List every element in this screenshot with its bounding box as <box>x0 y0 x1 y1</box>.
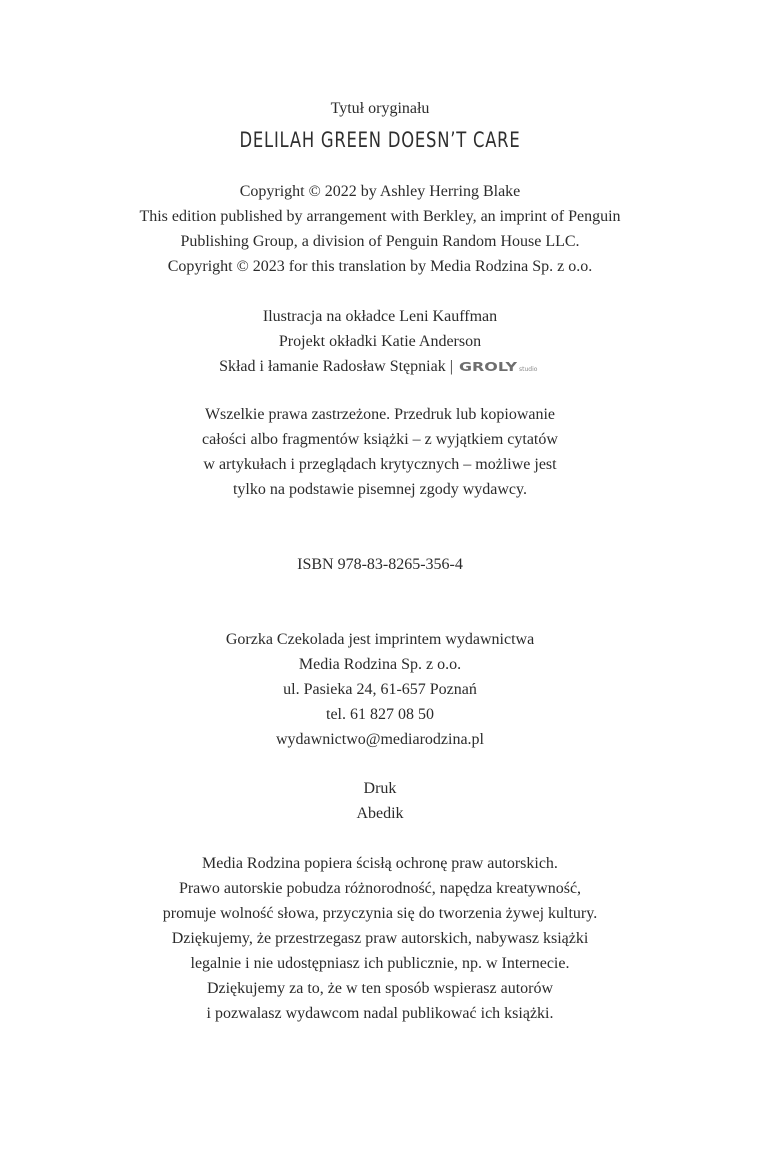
statement-line: Prawo autorskie pobudza różnorodność, napędza kreatywność, <box>178 880 582 897</box>
publisher-line: Media Rodzina Sp. z o.o. <box>298 656 462 673</box>
publisher-line: Gorzka Czekolada jest imprintem wydawnictwa <box>225 631 535 648</box>
statement-line: Media Rodzina popiera ścisłą ochronę praw autorskich. <box>202 855 558 872</box>
statement-line: i pozwalasz wydawcom nadal publikować ich książki. <box>206 1005 554 1022</box>
statement-line: Dziękujemy, że przestrzegasz praw autorskich, nabywasz książki <box>171 930 589 947</box>
rights-line: Wszelkie prawa zastrzeżone. Przedruk lub kopiowanie <box>204 406 556 423</box>
typesetting-credit-text: Skład i łamanie Radosław Stępniak | <box>219 358 453 375</box>
copyright-line: Copyright © 2022 by Ashley Herring Blake <box>239 183 521 200</box>
statement-line: Dziękujemy za to, że w ten sposób wspierasz autorów <box>206 980 554 997</box>
publisher-email: wydawnictwo@mediarodzina.pl <box>275 731 484 748</box>
original-title: DELILAH GREEN DOESN’T CARE <box>239 128 521 152</box>
copyright-line: Copyright © 2023 for this translation by Media Rodzina Sp. z o.o. <box>167 258 593 275</box>
studio-logo <box>459 360 541 372</box>
rights-line: w artykułach i przeglądach krytycznych – możliwe jest <box>203 456 557 473</box>
cover-design-credit: Projekt okładki Katie Anderson <box>278 333 482 350</box>
printer-name: Abedik <box>356 805 404 822</box>
typesetting-credit <box>0 357 760 377</box>
rights-line: tylko na podstawie pisemnej zgody wydawcy. <box>232 481 527 498</box>
illustration-credit: Ilustracja na okładce Leni Kauffman <box>262 308 498 325</box>
publisher-address: ul. Pasieka 24, 61-657 Poznań <box>283 681 477 698</box>
rights-line: całości albo fragmentów książki – z wyjątkiem cytatów <box>202 431 558 448</box>
isbn: ISBN 978-83-8265-356-4 <box>297 556 463 573</box>
statement-line: legalnie i nie udostępniasz ich publicznie, np. w Internecie. <box>190 955 570 972</box>
copyright-line: Publishing Group, a division of Penguin Random House LLC. <box>180 233 580 250</box>
statement-line: promuje wolność słowa, przyczynia się do tworzenia żywej kultury. <box>162 905 598 922</box>
publisher-phone: tel. 61 827 08 50 <box>326 706 434 723</box>
studio-logo-subtext: studio <box>518 366 538 373</box>
studio-logo-text: GROLY <box>458 360 518 373</box>
copyright-line: This edition published by arrangement with Berkley, an imprint of Penguin <box>139 208 621 225</box>
original-title-label: Tytuł oryginału <box>330 100 430 117</box>
print-label: Druk <box>363 780 397 797</box>
